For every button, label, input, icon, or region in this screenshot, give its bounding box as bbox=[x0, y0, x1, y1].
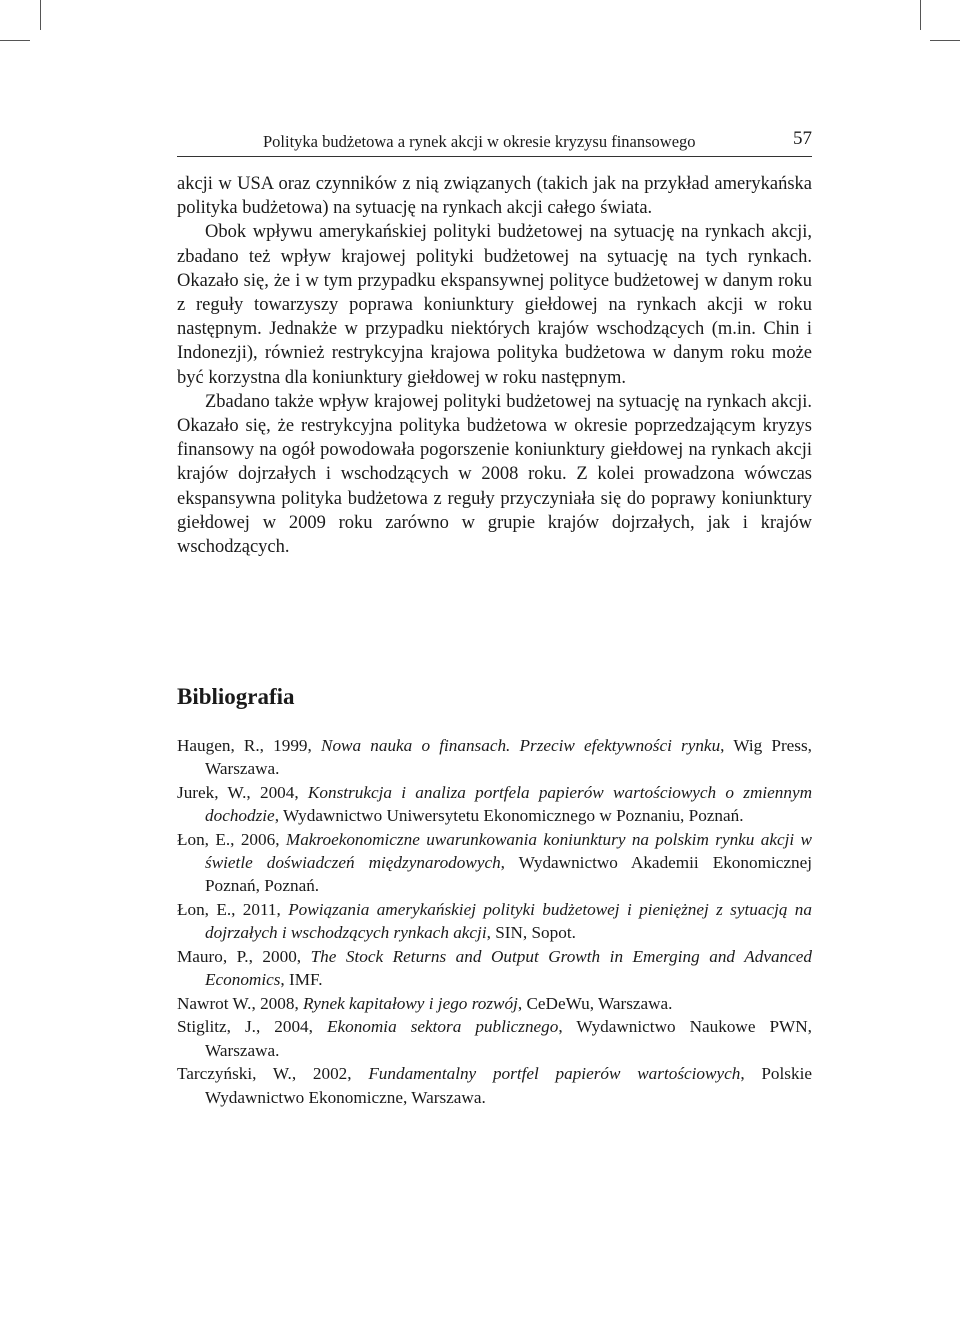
crop-mark-vertical-right bbox=[920, 0, 921, 30]
entry-title: Nowa nauka o finansach. Przeciw efektywności rynku bbox=[320, 736, 721, 755]
entry-author-year: Łon, E., 2011, bbox=[177, 899, 289, 919]
crop-mark-horizontal-right bbox=[930, 40, 960, 41]
bibliography-list bbox=[177, 734, 812, 1109]
bibliography-entry bbox=[177, 945, 812, 991]
running-title: Polityka budżetowa a rynek akcji w okresie kryzysu finansowego bbox=[263, 132, 696, 151]
entry-author-year: Mauro, P., 2000, bbox=[177, 946, 311, 966]
entry-publisher: , Polskie Wydawnictwo Ekonomiczne, Warszawa. bbox=[205, 1064, 812, 1107]
entry-title: Ekonomia sektora publicznego bbox=[326, 1017, 559, 1037]
entry-title: Fundamentalny portfel papierów wartościowych bbox=[368, 1064, 741, 1084]
entry-title: Makroekonomiczne uwarunkowania koniunktury na polskim rynku akcji w świetle doświadczeń międzynarodowych bbox=[205, 829, 813, 873]
bibliography-entry bbox=[177, 734, 812, 780]
entry-publisher: , SIN, Sopot. bbox=[486, 923, 576, 943]
running-head bbox=[177, 128, 812, 157]
entry-title: Powiązania amerykańskiej polityki budżetowej i pieniężnej z sytuacją na dojrzałych i wschodzących rynkach akcji bbox=[205, 899, 812, 943]
entry-author-year: Nawrot W., 2008, bbox=[177, 993, 304, 1013]
bibliography-entry bbox=[177, 781, 812, 827]
bibliography-entry bbox=[177, 828, 812, 898]
page-number: 57 bbox=[793, 128, 812, 149]
entry-publisher: , Wydawnictwo Naukowe PWN, Warszawa. bbox=[205, 1017, 812, 1060]
entry-author-year: Jurek, W., 2004, bbox=[177, 782, 308, 802]
entry-publisher: , Wig Press, Warszawa. bbox=[205, 736, 812, 779]
entry-title: Rynek kapitałowy i jego rozwój bbox=[303, 993, 518, 1013]
paragraph: Obok wpływu amerykańskiej polityki budżetowej na sytuację na rynkach akcji, zbadano też wpływ krajowej polityki budżetowej na sytuację na tych rynkach. Okazało się, że i w tym przypadku ekspansywnej polityce budżetowej w danym roku z reguły towarzyszy poprawa koniunktury giełdowej na rynkach akcji w roku następnym. Jednakże w przypadku niektórych krajów wschodzących (m.in. Chin i Indonezji), również restrykcyjna krajowa polityka budżetowa w danym roku może być korzystna dla koniunktury giełdowej w roku następnym. bbox=[177, 222, 812, 388]
entry-author-year: Łon, E., 2006, bbox=[177, 829, 286, 849]
entry-publisher: , CeDeWu, Warszawa. bbox=[517, 993, 673, 1013]
bibliography-heading: Bibliografia bbox=[177, 684, 295, 709]
entry-author-year: Haugen, R., 1999, bbox=[177, 736, 321, 755]
entry-author-year: Tarczyński, W., 2002, bbox=[177, 1064, 369, 1084]
crop-mark-vertical-left bbox=[40, 0, 41, 30]
bibliography-entry bbox=[177, 898, 812, 944]
bibliography-entry bbox=[177, 992, 812, 1015]
entry-title: Konstrukcja i analiza portfela papierów wartościowych o zmiennym dochodzie bbox=[205, 782, 812, 826]
entry-title: The Stock Returns and Output Growth in Emerging and Advanced Economics bbox=[205, 946, 812, 990]
paragraph: akcji w USA oraz czynników z nią związanych (takich jak na przykład amerykańska polityka budżetowa) na sytuację na rynkach akcji całego świata. bbox=[177, 174, 812, 219]
body-text bbox=[177, 172, 812, 559]
paragraph: Zbadano także wpływ krajowej polityki budżetowej na sytuację na rynkach akcji. Okazało się, że restrykcyjna polityka budżetowa w okresie poprzedzającym kryzys finansowy na ogół powodowała pogorszenie koniunktury giełdowej na rynkach akcji krajów dojrzałych i wschodzących w 2008 roku. Z kolei prowadzona wówczas ekspansywna polityka budżetowa z reguły przyczyniała się do poprawy koniunktury giełdowej w 2009 roku zarówno w grupie krajów dojrzałych, jak i krajów wschodzących. bbox=[177, 391, 812, 558]
entry-publisher: , IMF. bbox=[280, 970, 323, 990]
entry-publisher: , Wydawnictwo Uniwersytetu Ekonomicznego w Poznaniu, Poznań. bbox=[274, 806, 744, 826]
bibliography-entry bbox=[177, 1015, 812, 1061]
crop-mark-horizontal-left bbox=[0, 40, 30, 41]
entry-author-year: Stiglitz, J., 2004, bbox=[177, 1017, 327, 1037]
bibliography-entry bbox=[177, 1062, 812, 1108]
entry-publisher: , Wydawnictwo Akademii Ekonomicznej Poznań, Poznań. bbox=[205, 853, 812, 896]
